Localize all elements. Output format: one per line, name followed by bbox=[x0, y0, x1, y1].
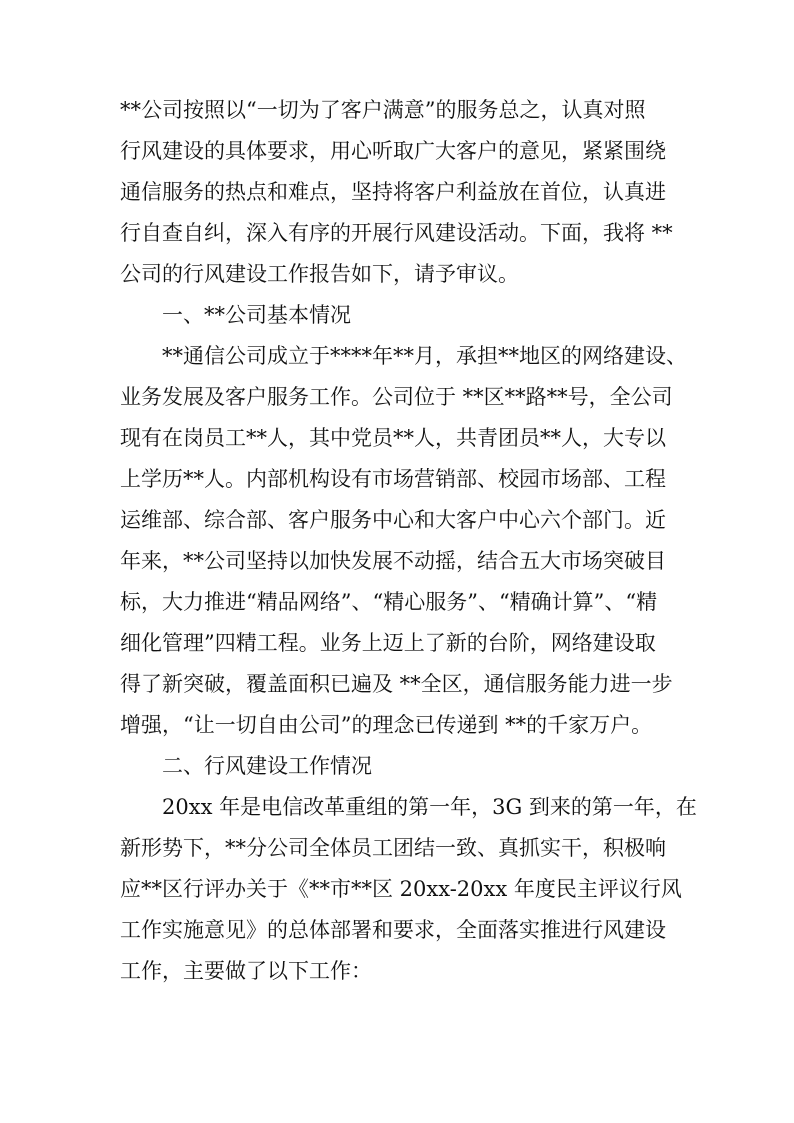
paragraph-company-line-2: 业务发展及客户服务工作。公司位于 **区**路**号，全公司 bbox=[120, 385, 673, 409]
paragraph-company-line-9: 得了新突破，覆盖面积已遍及 **全区，通信服务能力进一步 bbox=[120, 672, 673, 696]
paragraph-intro-line-5: 公司的行风建设工作报告如下，请予审议。 bbox=[120, 262, 519, 286]
paragraph-company-line-4: 上学历**人。内部机构设有市场营销部、校园市场部、工程 bbox=[120, 467, 666, 491]
paragraph-intro-line-4: 行自查自纠，深入有序的开展行风建设活动。下面，我将 ** bbox=[120, 221, 673, 245]
section-heading-2: 二、行风建设工作情况 bbox=[162, 754, 372, 778]
paragraph-company-line-3: 现有在岗员工**人，其中党员**人，共青团员**人，大专以 bbox=[120, 426, 666, 450]
paragraph-company-line-10: 增强，“让一切自由公司”的理念已传递到 **的千家万户。 bbox=[120, 713, 653, 737]
paragraph-company-line-1: **通信公司成立于****年**月，承担**地区的网络建设、 bbox=[162, 344, 687, 368]
paragraph-work-line-2: 新形势下，**分公司全体员工团结一致、真抓实干，积极响 bbox=[120, 836, 666, 860]
paragraph-work-line-5: 工作，主要做了以下工作： bbox=[120, 959, 372, 983]
section-heading-1: 一、**公司基本情况 bbox=[162, 303, 351, 327]
paragraph-work-line-3: 应**区行评办关于《**市**区 20xx-20xx 年度民主评议行风 bbox=[120, 877, 682, 901]
paragraph-company-line-8: 细化管理”四精工程。业务上迈上了新的台阶，网络建设取 bbox=[120, 631, 656, 655]
paragraph-company-line-6: 年来，**公司坚持以加快发展不动摇，结合五大市场突破目 bbox=[120, 549, 666, 573]
paragraph-intro-line-1: **公司按照以“一切为了客户满意”的服务总之，认真对照 bbox=[120, 98, 646, 122]
paragraph-work-line-4: 工作实施意见》的总体部署和要求，全面落实推进行风建设 bbox=[120, 918, 666, 942]
paragraph-company-line-5: 运维部、综合部、客户服务中心和大客户中心六个部门。近 bbox=[120, 508, 666, 532]
paragraph-work-line-1: 20xx 年是电信改革重组的第一年，3G 到来的第一年，在 bbox=[162, 795, 697, 819]
paragraph-intro-line-2: 行风建设的具体要求，用心听取广大客户的意见，紧紧围绕 bbox=[120, 139, 666, 163]
paragraph-company-line-7: 标，大力推进“精品网络”、“精心服务”、“精确计算”、“精 bbox=[120, 590, 658, 614]
paragraph-intro-line-3: 通信服务的热点和难点，坚持将客户利益放在首位，认真进 bbox=[120, 180, 666, 204]
